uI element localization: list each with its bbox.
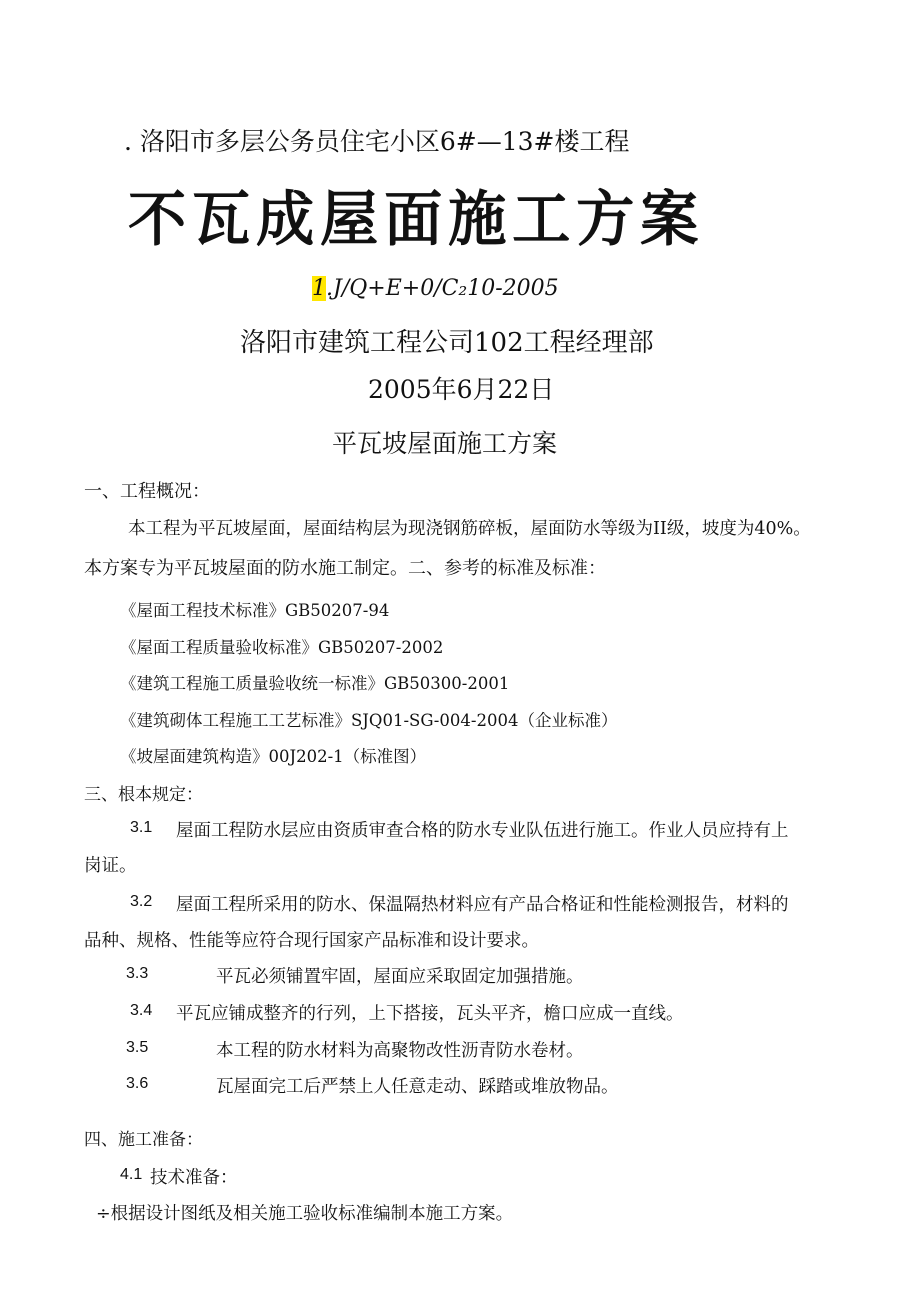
subsection-number: 4.1 [120, 1166, 143, 1183]
document-date: 2005年6月22日 [368, 375, 555, 404]
document-code-mark: 1 [312, 276, 326, 301]
standard-item-4: 《建筑砌体工程施工工艺标准》SJQ01-SG-004-2004（企业标准） [120, 711, 618, 730]
item-number: 3.6 [126, 1075, 149, 1092]
subsection-label: 技术准备： [150, 1168, 238, 1188]
company-name: 洛阳市建筑工程公司102工程经理部 [240, 328, 654, 358]
section-1-heading: 一、工程概况： [84, 481, 210, 502]
subtitle: 平瓦坡屋面施工方案 [332, 429, 558, 458]
standard-item-1: 《屋面工程技术标准》GB50207-94 [120, 601, 390, 620]
item-number: 3.5 [126, 1039, 149, 1056]
standard-item-5: 《坡屋面建筑构造》00J202-1（标准图） [120, 747, 427, 766]
section-4-heading: 四、施工准备： [84, 1130, 203, 1150]
standard-item-3: 《建筑工程施工质量验收统一标准》GB50300-2001 [120, 674, 510, 693]
item-text: 屋面工程防水层应由资质审查合格的防水专业队伍进行施工。作业人员应持有上 [176, 821, 789, 841]
section-1-paragraph-2: 本方案专为平瓦坡屋面的防水施工制定。二、参考的标准及标准： [84, 558, 606, 579]
item-continuation: 品种、规格、性能等应符合现行国家产品标准和设计要求。 [84, 931, 539, 951]
item-text: 平瓦必须铺置牢固，屋面应采取固定加强措施。 [216, 967, 584, 987]
section-3-heading: 三、根本规定： [84, 785, 203, 805]
item-text: 瓦屋面完工后严禁上人任意走动、踩踏或堆放物品。 [216, 1077, 619, 1097]
item-number: 3.3 [126, 965, 149, 982]
item-text: 平瓦应铺成整齐的行列，上下搭接，瓦头平齐，檐口应成一直线。 [176, 1004, 684, 1024]
item-text: 屋面工程所采用的防水、保温隔热材料应有产品合格证和性能检测报告，材料的 [176, 895, 789, 915]
section-1-paragraph-1: 本工程为平瓦坡屋面，屋面结构层为现浇钢筋碎板，屋面防水等级为II级，坡度为40%。 [128, 519, 811, 539]
main-title: 不瓦成屋面施工方案 [128, 185, 705, 255]
document-code-text: .J/Q+E+0/C₂10-2005 [326, 276, 559, 301]
bullet-item: ÷根据设计图纸及相关施工验收标准编制本施工方案。 [96, 1204, 514, 1224]
standard-item-2: 《屋面工程质量验收标准》GB50207-2002 [120, 638, 444, 657]
item-number: 3.1 [130, 819, 153, 836]
project-line: . 洛阳市多层公务员住宅小区6#—13#楼工程 [124, 127, 630, 156]
item-text: 本工程的防水材料为高聚物改性沥青防水卷材。 [216, 1041, 584, 1061]
document-code [312, 276, 559, 301]
item-number: 3.4 [130, 1002, 153, 1019]
item-number: 3.2 [130, 893, 153, 910]
item-continuation: 岗证。 [84, 856, 137, 876]
